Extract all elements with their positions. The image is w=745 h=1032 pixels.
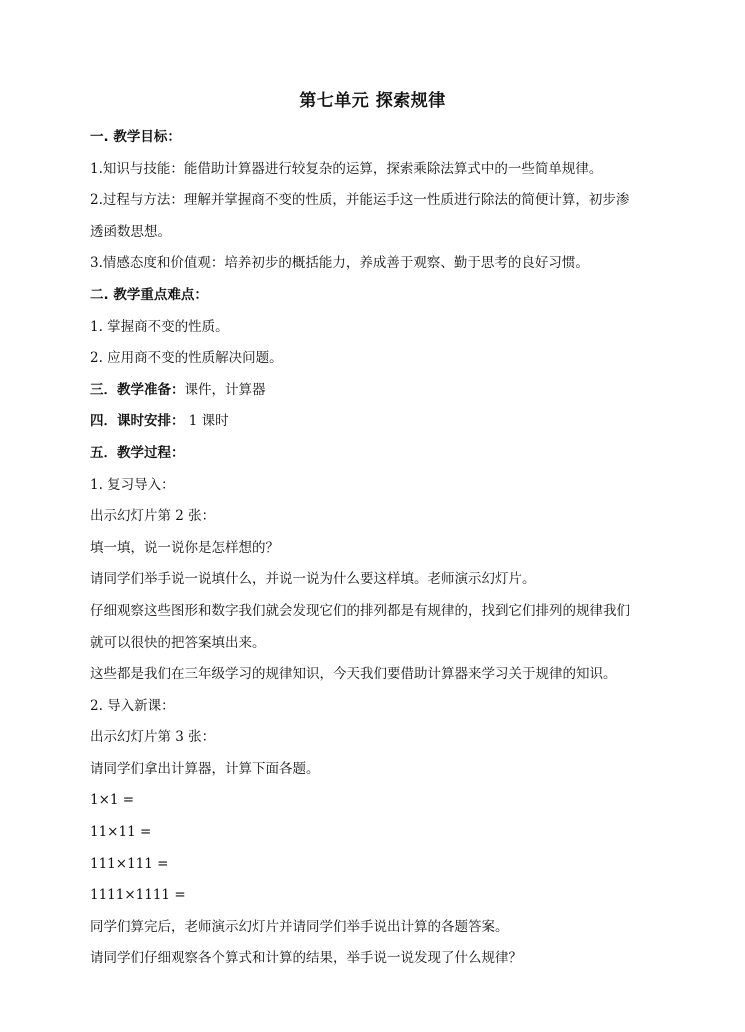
section-heading-objectives: 一. 教学目标： — [90, 129, 181, 145]
process-fill-instruction: 请同学们举手说一说填什么，并说一说为什么要这样填。老师演示幻灯片。 — [90, 571, 536, 588]
process-observe-line1: 仔细观察这些图形和数字我们就会发现它们的排列都是有规律的，找到它们排列的规律我们 — [90, 602, 630, 619]
document-body — [90, 122, 655, 975]
page-title: 第七单元 探索规律 — [299, 91, 446, 111]
process-observe-line2: 就可以很快的把答案填出来。 — [90, 634, 266, 651]
equation-3: 111×111 = — [90, 855, 169, 872]
process-calculator-instruction: 请同学们拿出计算器，计算下面各题。 — [90, 760, 320, 777]
process-slide-2: 出示幻灯片第 2 张： — [90, 508, 216, 525]
objective-process-line1: 2.过程与方法：理解并掌握商不变的性质，并能运手这一性质进行除法的简便计算，初步渗 — [90, 192, 630, 209]
process-find-rule: 请同学们仔细观察各个算式和计算的结果，举手说一说发现了什么规律？ — [90, 950, 522, 967]
process-slide-3: 出示幻灯片第 3 张： — [90, 729, 216, 746]
process-new-lesson-heading: 2. 导入新课： — [90, 697, 175, 714]
equation-2: 11×11 = — [90, 824, 152, 841]
section-heading-key-points: 二. 教学重点难点： — [90, 286, 208, 303]
equation-4: 1111×1111 = — [90, 887, 186, 904]
process-fill-question: 填一填，说一说你是怎样想的？ — [90, 539, 279, 556]
key-point-1: 1. 掌握商不变的性质。 — [90, 318, 229, 335]
preparation-value: 课件，计算器 — [184, 381, 266, 398]
objective-process-line2: 透函数思想。 — [90, 223, 171, 240]
preparation-label: 三．教学准备： — [90, 381, 185, 398]
section-heading-process: 五．教学过程： — [90, 444, 185, 461]
equation-1: 1×1 = — [90, 792, 135, 809]
schedule-label: 四．课时安排： — [90, 413, 185, 430]
section-heading-preparation — [90, 375, 655, 407]
section-heading-schedule — [90, 406, 655, 438]
objective-knowledge: 1.知识与技能：能借助计算器进行较复杂的运算，探索乘除法算式中的一些简单规律。 — [90, 160, 603, 177]
process-answers: 同学们算完后，老师演示幻灯片并请同学们举手说出计算的各题答案。 — [90, 918, 509, 935]
process-intro-rules: 这些都是我们在三年级学习的规律知识，今天我们要借助计算器来学习关于规律的知识。 — [90, 666, 617, 683]
process-review-heading: 1. 复习导入： — [90, 476, 175, 493]
schedule-value: 1 课时 — [184, 413, 229, 430]
objective-attitude: 3.情感态度和价值观：培养初步的概括能力，养成善于观察、勤于思考的良好习惯。 — [90, 255, 589, 272]
key-point-2: 2. 应用商不变的性质解决问题。 — [90, 350, 283, 367]
